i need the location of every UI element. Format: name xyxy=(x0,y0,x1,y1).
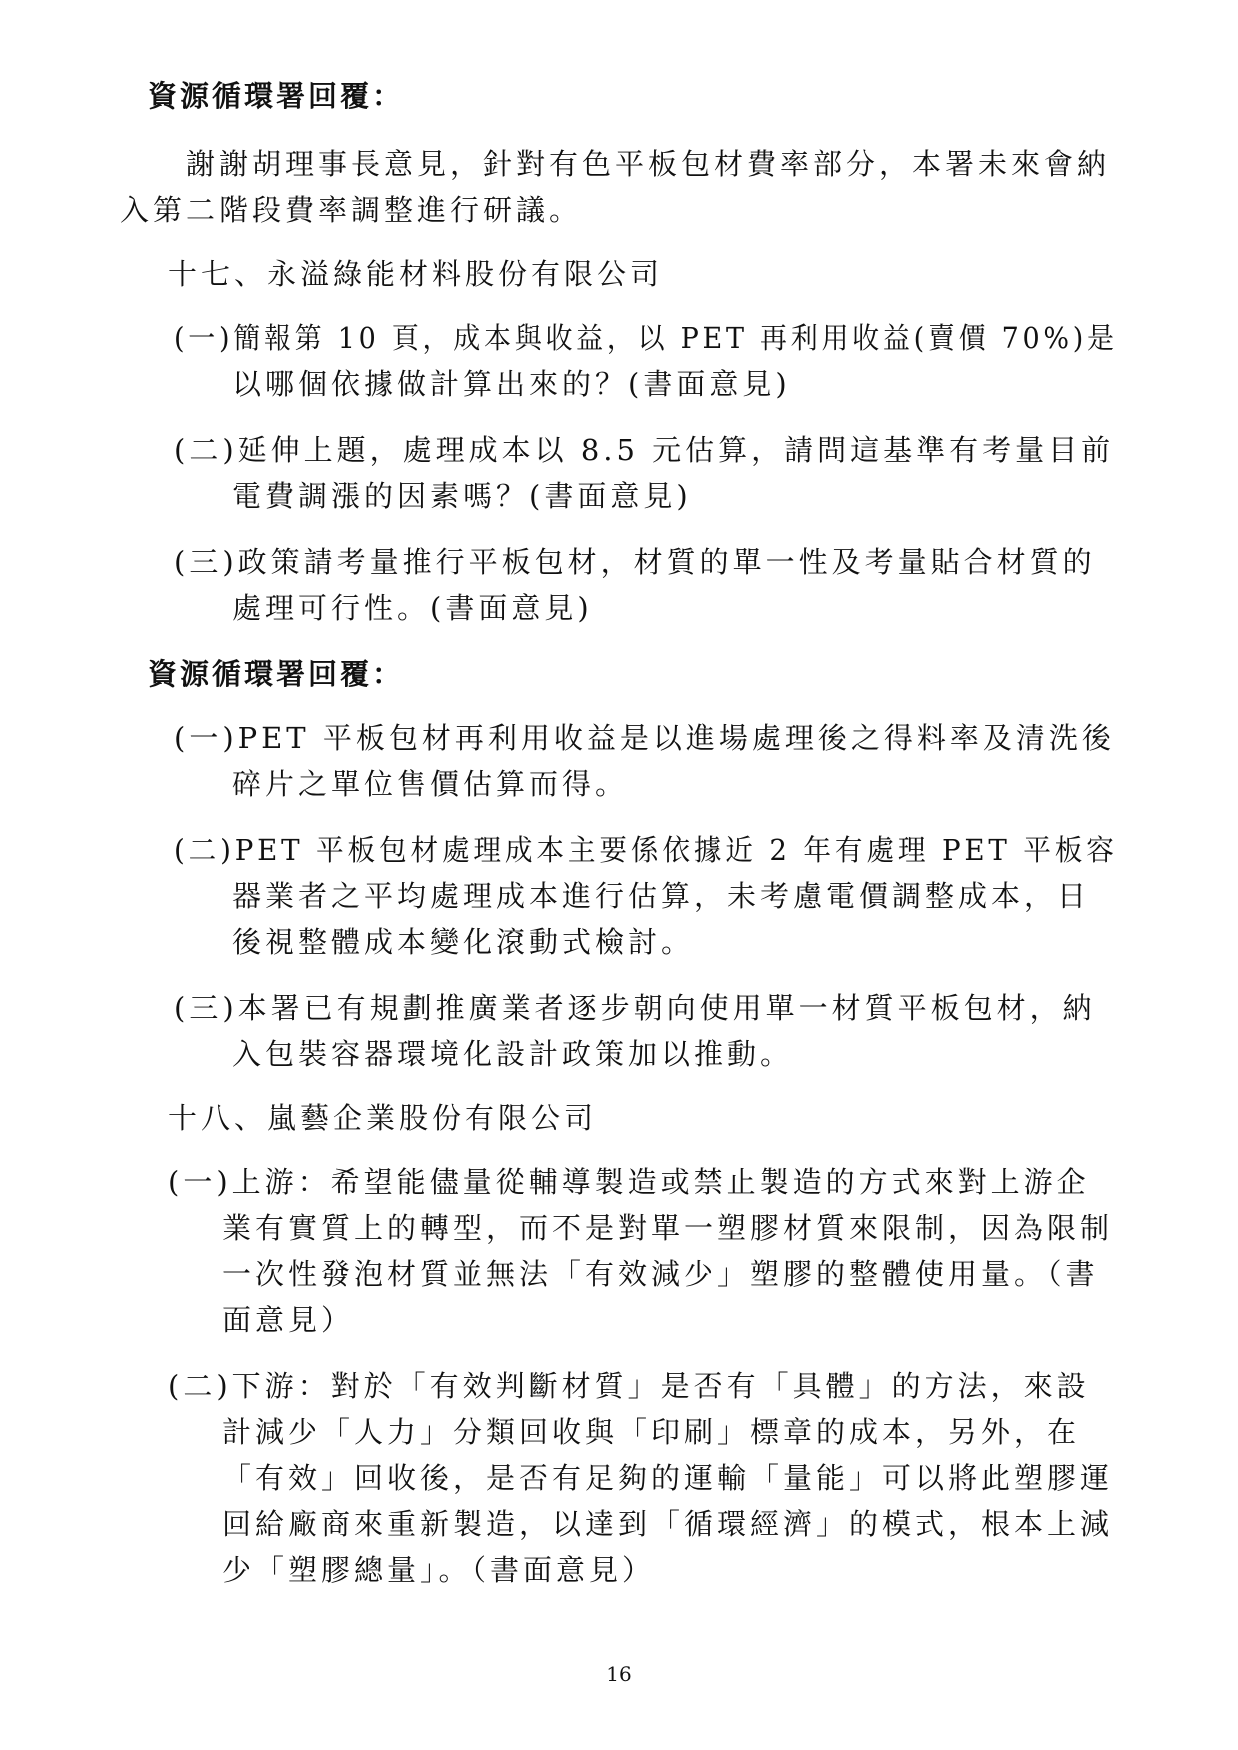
list-item-line: 業有實質上的轉型，而不是對單一塑膠材質來限制，因為限制 xyxy=(222,1211,1114,1245)
list-item-line: 入包裝容器環境化設計政策加以推動。 xyxy=(232,1037,794,1071)
section-title: 十八、嵐藝企業股份有限公司 xyxy=(168,1101,598,1135)
list-item-line: (二)延伸上題，處理成本以 8.5 元估算，請問這基準有考量目前 xyxy=(174,433,1115,467)
list-item-line: 以哪個依據做計算出來的？(書面意見) xyxy=(232,367,791,401)
list-item-line: (三)政策請考量推行平板包材，材質的單一性及考量貼合材質的 xyxy=(174,545,1096,579)
list-item-line: 碎片之單位售價估算而得。 xyxy=(232,767,629,801)
list-item-line: 電費調漲的因素嗎？(書面意見) xyxy=(232,479,692,513)
page-number: 16 xyxy=(606,1662,632,1686)
list-item-line: 「有效」回收後，是否有足夠的運輸「量能」可以將此塑膠運 xyxy=(222,1461,1114,1495)
list-item-line: 少「塑膠總量」。（書面意見） xyxy=(222,1553,656,1587)
list-item-line: (一)上游：希望能儘量從輔導製造或禁止製造的方式來對上游企 xyxy=(168,1165,1090,1199)
paragraph-line: 謝謝胡理事長意見，針對有色平板包材費率部分，本署未來會納 xyxy=(186,147,1111,181)
section-title: 十七、永溢綠能材料股份有限公司 xyxy=(168,257,664,291)
reply-heading: 資源循環署回覆： xyxy=(148,657,405,691)
list-item-line: (三)本署已有規劃推廣業者逐步朝向使用單一材質平板包材，納 xyxy=(174,991,1096,1025)
list-item-line: 處理可行性。(書面意見) xyxy=(232,591,593,625)
list-item-line: (一)簡報第 10 頁，成本與收益，以 PET 再利用收益(賣價 70%)是 xyxy=(174,321,1118,355)
list-item-line: 面意見） xyxy=(222,1303,355,1337)
list-item-line: (二)PET 平板包材處理成本主要係依據近 2 年有處理 PET 平板容 xyxy=(174,833,1118,867)
paragraph-line: 入第二階段費率調整進行研議。 xyxy=(120,193,583,227)
list-item-line: 器業者之平均處理成本進行估算，未考慮電價調整成本，日 xyxy=(232,879,1091,913)
list-item-line: (二)下游：對於「有效判斷材質」是否有「具體」的方法，來設 xyxy=(168,1369,1090,1403)
list-item-line: (一)PET 平板包材再利用收益是以進場處理後之得料率及清洗後 xyxy=(174,721,1115,755)
list-item-line: 計減少「人力」分類回收與「印刷」標章的成本，另外，在 xyxy=(222,1415,1081,1449)
list-item-line: 一次性發泡材質並無法「有效減少」塑膠的整體使用量。（書 xyxy=(222,1257,1099,1291)
reply-heading: 資源循環署回覆： xyxy=(148,79,405,113)
list-item-line: 回給廠商來重新製造，以達到「循環經濟」的模式，根本上減 xyxy=(222,1507,1114,1541)
list-item-line: 後視整體成本變化滾動式檢討。 xyxy=(232,925,695,959)
